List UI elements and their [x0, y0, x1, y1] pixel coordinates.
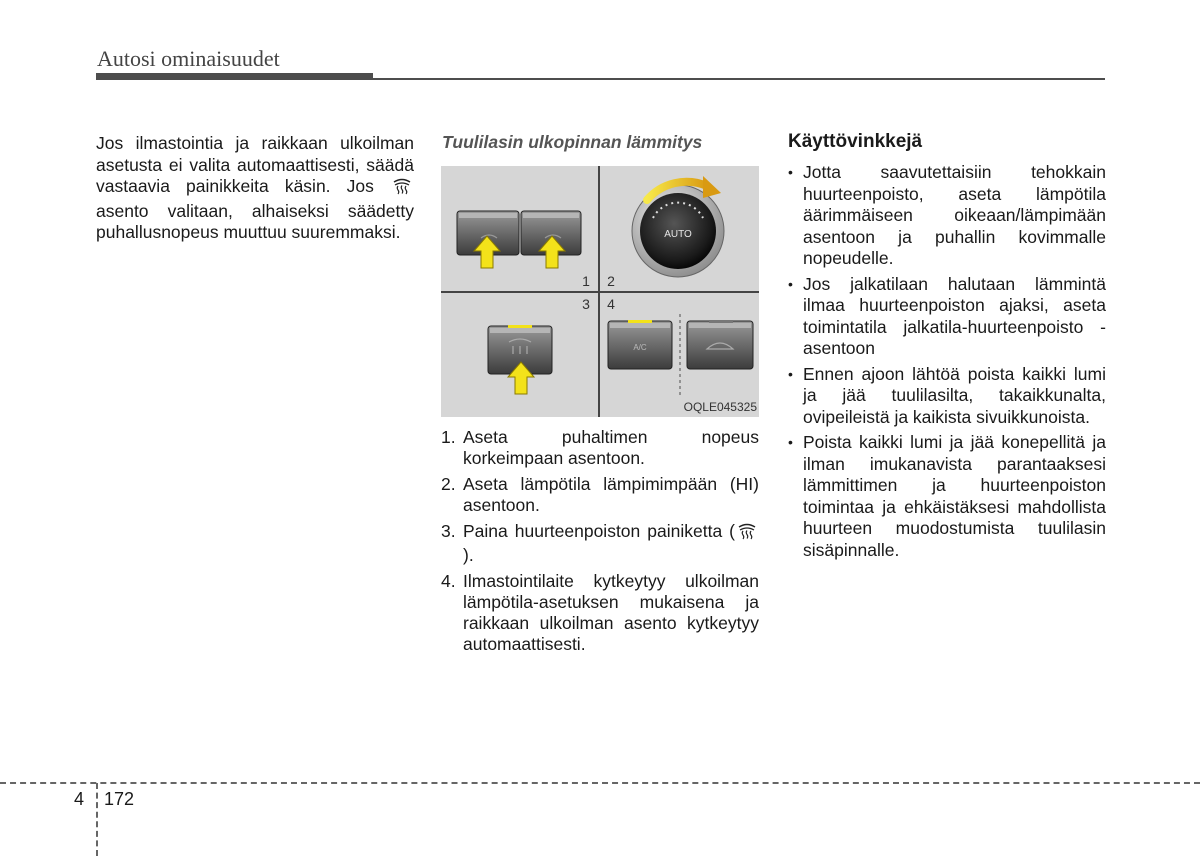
step-text: Aseta lämpötila lämpimimpään (HI) asentoon.: [463, 474, 759, 515]
steps-list: [441, 427, 759, 660]
knob-label: AUTO: [664, 229, 692, 240]
step-number: 3.: [441, 521, 456, 541]
header-rule: [373, 78, 1105, 80]
tips-list: [788, 162, 1106, 565]
label-4: 4: [607, 296, 615, 312]
step-item: [441, 571, 759, 655]
label-3: 3: [582, 296, 590, 312]
header-bar: [96, 73, 373, 80]
chapter-number: 4: [74, 789, 85, 809]
step-text: Aseta puhaltimen nopeus korkeimpaan asentoon.: [463, 427, 759, 468]
step-number: 1.: [441, 427, 456, 447]
figure-title: Tuulilasin ulkopinnan lämmitys: [442, 132, 703, 152]
step-item: [441, 427, 759, 469]
page-number: 172: [104, 789, 135, 809]
tip-item: • Ennen ajoon lähtöä poista kaikki lumi ja jää tuulilasilta, takaikkunalta, ovipeileistä ja kaikista sivuikkunoista.: [788, 364, 1106, 429]
step-item: [441, 521, 759, 566]
label-1: 1: [582, 273, 590, 289]
climate-control-figure: [441, 166, 759, 417]
step-number: 4.: [441, 571, 456, 591]
intro-paragraph: [96, 133, 414, 244]
step-item: [441, 474, 759, 516]
footer-divider: [96, 783, 98, 856]
tip-item: • Jos jalkatilaan halutaan lämmintä ilmaa huurteenpoiston ajaksi, aseta toimintatila jalkatila-huurteenpoisto -asentoon: [788, 274, 1106, 360]
defrost-icon: [737, 523, 757, 545]
intro-column: [96, 133, 414, 244]
tips-title: Käyttövinkkejä: [788, 131, 923, 152]
tip-item: • Poista kaikki lumi ja jää konepellitä ja ilman imukanavista parantaaksesi lämmittimen ja huurteenpoiston toimintaa ja ehkäistäksesi mahdollista huurteen muodostumista tuulilasin sisäpinnalle.: [788, 432, 1106, 561]
step-number: 2.: [441, 474, 456, 494]
footer-rule: [0, 782, 1200, 784]
step-text: Ilmastointilaite kytkeytyy ulkoilman lämpötila-asetuksen mukaisena ja raikkaan ulkoilman asento kytkeytyy automaattisesti.: [463, 571, 759, 654]
ac-label: A/C: [633, 343, 647, 352]
defrost-icon: [392, 178, 412, 201]
step-text-b: ).: [463, 545, 474, 565]
intro-text-a: Jos ilmastointia ja raikkaan ulkoilman asetusta ei valita automaattisesti, säädä vastaavia painikkeita käsin. Jos: [96, 133, 414, 196]
figure-code: OQLE045325: [683, 400, 757, 414]
tip-item: • Jotta saavutettaisiin tehokkain huurteenpoisto, aseta lämpötila äärimmäiseen oikeaan/lämpimään asentoon ja puhallin kovimmalle nopeudelle.: [788, 162, 1106, 270]
step-text-a: Paina huurteenpoiston painiketta (: [463, 521, 735, 541]
label-2: 2: [607, 273, 615, 289]
running-header: Autosi ominaisuudet: [97, 46, 280, 71]
recirculation-button-illustration: [687, 320, 753, 369]
intro-text-b: asento valitaan, alhaiseksi säädetty puhallusnopeus muuttuu suuremmaksi.: [96, 200, 414, 242]
